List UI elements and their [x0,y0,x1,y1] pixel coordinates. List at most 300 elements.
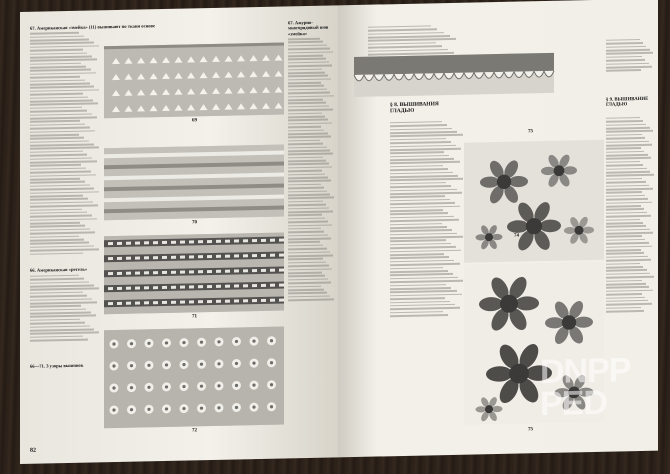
text-line [288,102,326,104]
text-line [30,201,93,204]
stitch-dash [216,240,221,243]
open-book-spread [20,0,658,464]
stitch-dash [108,242,113,245]
text-line [606,127,650,130]
text-line [606,171,650,174]
stitch-dash [162,241,167,244]
text-line [390,293,462,296]
text-line [30,99,93,102]
stitch-dash [234,254,239,257]
petal [564,227,576,234]
text-line [606,154,648,156]
scallop [364,75,374,81]
text-line [390,256,449,259]
text-line [390,253,444,256]
text-line [606,56,642,58]
stitch-dash [198,270,203,273]
stitch-dash [180,241,185,244]
stitch-dash [261,239,266,242]
stitch-dash [279,253,284,256]
text-line [30,103,98,106]
watermark-logo [536,351,646,424]
stitch-dash [270,239,275,242]
text-line [606,300,648,302]
text-line [606,140,649,142]
text-line [390,121,442,124]
figure-label-72: 72 [192,428,197,434]
text-line [30,137,84,140]
text-line [606,195,645,197]
text-line [390,172,453,175]
text-line [288,210,333,213]
scallop [514,71,524,77]
text-line [390,178,463,181]
text-line [390,199,450,202]
petal [479,297,503,312]
stitch-dash [234,299,239,302]
petal [539,219,561,232]
text-line [30,249,99,252]
text-line [288,95,334,98]
text-line [30,151,83,154]
text-line [30,116,97,119]
text-line [606,198,648,200]
scallop [494,72,504,78]
text-line [288,153,333,156]
stitch-dash [108,272,113,275]
text-line [390,314,448,317]
text-line [288,85,324,87]
stitch-dash [135,286,140,289]
stitch-dash [144,301,149,304]
far-right-section-heading: § 9. ВЫШИВАНИЕ ГЛАДЬЮ [606,96,649,108]
stitch-dash [243,299,248,302]
figure-label-74: 74 [514,233,519,239]
text-line [606,144,652,147]
stitch-dash [189,270,194,273]
stitch-dash [189,285,194,288]
scallop-edge-pattern [354,53,554,97]
text-line [606,151,644,153]
stitch-dash [261,299,266,302]
text-line [606,293,642,295]
text-line [606,222,643,224]
text-line [390,185,451,188]
text-line [30,45,99,48]
text-line [606,42,643,44]
text-line [606,252,644,254]
stitch-dash [180,256,185,259]
text-line [606,62,649,64]
text-line [606,59,645,61]
stitch-dash [234,239,239,242]
text-line [288,38,320,40]
text-line [30,39,89,42]
far-right-text-column [606,37,654,74]
text-line [606,245,652,248]
text-line [30,178,80,181]
stitch-dash [270,284,275,287]
text-line [288,234,328,236]
text-line [30,312,91,315]
text-line [390,297,445,300]
text-line [390,236,463,239]
stitch-dash [108,257,113,260]
text-line [30,319,80,322]
text-line [288,122,332,125]
scallop [484,72,494,78]
text-line [288,109,333,112]
text-line [288,282,331,284]
text-line [390,300,450,303]
text-line [606,49,650,52]
left-page-text-column [30,23,155,256]
stitch-dash [216,285,221,288]
text-line [30,195,83,198]
stitch-dash [117,257,122,260]
stitch-dash [135,241,140,244]
stitch-dash [243,254,248,257]
stitch-dash [126,272,131,275]
text-line [606,266,643,268]
text-line [30,204,98,207]
text-line [606,157,651,160]
text-line [288,228,321,230]
text-line [30,181,85,184]
text-line [606,219,640,221]
text-line [390,273,453,276]
text-line [606,249,641,251]
text-line [390,168,448,171]
text-line [390,263,460,266]
text-line [390,124,447,127]
stitch-dash [207,285,212,288]
text-line [606,303,652,306]
text-line [30,72,96,75]
text-line [30,188,94,191]
text-line [606,66,652,69]
petal [507,220,529,233]
text-line [30,120,80,123]
text-line [390,219,459,222]
stitch-dash [126,242,131,245]
right-section-heading: § 8. ВЫШИВАНИЯ ГЛАДЬЮ [390,101,439,115]
text-line [390,188,457,191]
text-line [606,45,646,47]
text-line [30,76,80,79]
stitch-dash [216,255,221,258]
text-line [30,35,84,38]
stitch-dash [153,241,158,244]
stitch-dash [135,256,140,259]
text-line [606,191,642,193]
stitch-dash [198,255,203,258]
text-line [390,290,457,293]
text-line [390,233,457,236]
scallop [534,71,544,77]
text-line [288,51,333,54]
embroidery-photo-72 [104,326,284,428]
text-line [288,139,320,141]
text-line [30,332,99,335]
text-line [30,225,85,228]
text-line [30,83,90,86]
text-line [606,137,645,139]
text-line [288,116,325,118]
text-line [30,239,84,242]
stitch-dash [180,271,185,274]
text-line [390,243,451,246]
page-number-left: 82 [30,447,36,454]
scallop [524,71,534,77]
text-line [30,160,97,163]
text-line [288,166,332,169]
text-line [30,298,92,301]
text-line [288,72,325,74]
text-line [606,39,640,41]
text-line [390,158,454,161]
text-line [606,283,646,285]
scallop [464,72,474,78]
stitch-dash [243,269,248,272]
petal [492,234,503,241]
text-line [30,291,83,294]
middle-heading-1: 67. Ажурно-многорядовый шов «змейка» [288,19,329,37]
text-line [288,156,323,158]
embroidery-photo-73 [354,53,554,97]
text-line [390,202,455,205]
stitch-pattern-69 [104,42,284,118]
text-line [606,208,644,210]
stitch-dash [261,254,266,257]
text-line [288,92,330,94]
text-line [390,304,455,307]
text-line [288,244,323,246]
stitch-pattern-71 [104,232,284,314]
text-line [30,222,80,225]
text-line [30,157,92,160]
text-line [30,242,89,245]
scallop [544,71,554,77]
stitch-dash [207,255,212,258]
text-line [30,339,88,342]
stitch-dash [225,255,230,258]
text-line [30,113,92,116]
text-line [390,128,452,131]
text-line [368,42,436,45]
stitch-pattern-72 [104,326,284,428]
text-line [30,218,97,221]
text-line [390,151,444,154]
text-line [606,286,649,288]
text-line [288,82,321,84]
stitch-dash [171,256,176,259]
text-line [30,171,91,174]
text-line [606,232,653,235]
text-line [288,261,326,263]
text-line [606,181,646,183]
petal [541,167,555,176]
text-line [288,48,330,50]
text-line [606,123,646,125]
stitch-dash [117,287,122,290]
text-line [30,59,97,62]
text-line [30,252,83,255]
stitch-dash [126,287,131,290]
text-line [30,66,86,69]
stitch-dash [207,270,212,273]
stitch-dash [126,302,131,305]
stitch-dash [144,286,149,289]
stitch-dash [279,298,284,301]
petal [515,296,539,311]
text-line [30,278,84,281]
text-line [606,161,640,163]
embroidery-photo-69 [104,42,284,118]
stitch-dash [207,300,212,303]
scallop [374,74,384,80]
text-line [606,215,651,218]
stitch-dash [171,271,176,274]
text-line [368,38,456,41]
text-line [30,144,94,147]
text-line [30,322,85,325]
figure-label-75-top: 75 [528,129,533,135]
text-line [606,168,647,170]
stitch-dash [162,256,167,259]
text-line [30,127,90,130]
text-line [390,311,443,314]
petal [563,166,577,175]
text-line [606,205,641,207]
text-line [30,198,88,201]
text-line [288,58,326,60]
text-line [288,248,327,250]
text-line [390,131,457,134]
text-line [30,140,89,143]
text-line [288,119,328,121]
stitch-dash [279,268,284,271]
text-line [606,178,642,180]
text-line [606,280,642,282]
text-line [390,175,458,178]
petal [545,317,564,329]
figure-label-71: 71 [192,314,197,320]
text-line [390,161,460,164]
stitch-dash [198,240,203,243]
embroidery-photo-70 [104,144,284,220]
text-line [288,149,330,151]
text-line [288,68,322,70]
text-line [288,278,328,280]
stitch-dash [261,269,266,272]
stitch-dash [108,287,113,290]
stitch-dash [108,302,113,305]
stitch-dash [279,283,284,286]
text-line [288,265,329,267]
scallop [414,74,424,80]
text-line [30,215,92,218]
text-line [390,267,443,270]
text-line [606,188,653,191]
text-line [30,164,81,167]
watermark-line-1: DNPP [540,351,631,392]
text-line [288,133,328,135]
stitch-dash [270,254,275,257]
text-line [30,89,99,92]
text-line [30,208,82,211]
stitch-pattern-70 [104,144,284,220]
text-line [288,177,328,179]
petal [492,406,503,413]
text-line [288,241,320,243]
text-line [606,184,649,186]
text-line [30,93,83,96]
text-line [30,301,97,304]
text-line [288,75,328,77]
text-line [390,277,458,280]
text-line [390,134,463,137]
left-text-lines [30,32,100,255]
text-line [606,242,649,244]
text-line [288,190,327,192]
middle-text-column [288,19,334,302]
text-line [606,201,652,204]
stitch-dash [180,301,185,304]
text-line [390,155,449,158]
text-line [288,187,324,189]
text-line [368,28,437,31]
text-line [288,238,331,240]
text-line [606,239,645,241]
text-line [288,143,323,145]
stitch-dash [252,254,257,257]
text-line [288,299,334,302]
stitch-dash [234,269,239,272]
floral-pattern-74 [464,140,604,263]
stitch-dash [153,271,158,274]
text-line [30,62,81,65]
stitch-dash [162,286,167,289]
text-line [288,285,321,287]
text-line [606,52,653,55]
text-line [606,69,641,71]
petal [574,316,593,328]
text-line [390,165,443,168]
text-line [30,123,85,126]
middle-text-lines [288,37,334,301]
text-line [288,200,323,202]
text-line [288,289,324,291]
text-line [606,235,642,237]
stitch-dash [243,284,248,287]
stitch-dash [189,255,194,258]
stitch-dash [198,285,203,288]
left-section-heading-2: 66—71. З узоры вышивок [30,362,84,369]
stitch-dash [189,300,194,303]
text-line [606,263,640,265]
text-line [606,273,650,276]
text-line [288,146,327,148]
text-line [288,258,323,260]
text-line [390,284,446,287]
text-line [288,217,325,219]
stitch-dash [126,257,131,260]
text-line [288,99,323,101]
text-line [30,55,92,58]
scallop [424,73,434,79]
text-line [390,223,442,226]
